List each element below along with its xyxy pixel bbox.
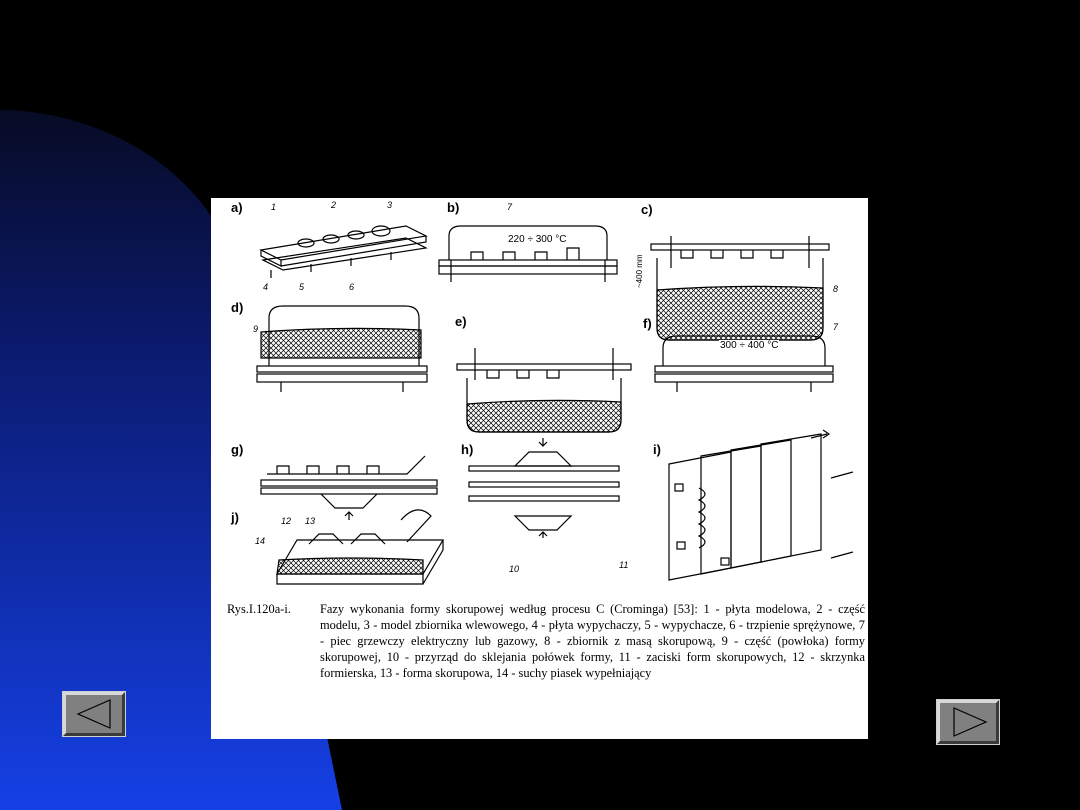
dimension-c: ~400 mm: [635, 254, 644, 288]
callout-12: 12: [281, 516, 292, 526]
callout-4: 4: [263, 282, 269, 292]
process-drawings: [211, 198, 868, 598]
panel-a-drawing: [261, 226, 426, 278]
panel-j-drawing: [277, 510, 443, 584]
callout-14: 14: [255, 536, 266, 546]
panel-d-drawing: [257, 306, 427, 392]
callout-7-b: 7: [507, 202, 513, 212]
callout-2: 2: [331, 200, 337, 210]
panel-label-i: i): [653, 442, 661, 457]
panel-h-drawing: [469, 438, 619, 538]
triangle-left-icon: [66, 695, 122, 733]
callout-13: 13: [305, 516, 316, 526]
callout-3: 3: [387, 200, 393, 210]
callout-1: 1: [271, 202, 277, 212]
panel-c-drawing: [651, 236, 829, 340]
panel-label-g: g): [231, 442, 244, 457]
callout-7-f: 7: [833, 322, 839, 332]
panel-label-c: c): [641, 202, 653, 217]
panel-label-a: a): [231, 200, 243, 215]
callout-5: 5: [299, 282, 305, 292]
callout-9: 9: [253, 324, 259, 334]
callout-6: 6: [349, 282, 355, 292]
temperature-f: 300 ÷ 400 °C: [720, 340, 779, 351]
panel-label-e: e): [455, 314, 467, 329]
caption-description: Fazy wykonania formy skorupowej według procesu C (Crominga) [53]: 1 - płyta modelowa, 2 - część modelu, 3 - model zbiornika wlewowego, 4 - płyta wypychaczy, 5 - wypychacze, 6 - trzpienie sprężynowe, 7 - piec grzewczy elektryczny lub gazowy, 8 - zbiornik z masą skorupową, 9 - część (powłoka) formy skorupowej, 10 - przyrząd do sklejania połówek formy, 11 - zaciski form skorupowych, 12 - skrzynka formierska, 13 - forma skorupowa, 14 - suchy piasek wypełniający: [320, 602, 865, 680]
next-slide-button[interactable]: [937, 700, 999, 744]
previous-slide-button[interactable]: [63, 692, 125, 736]
panel-label-d: d): [231, 300, 244, 315]
panel-label-h: h): [461, 442, 474, 457]
caption-figure-id: Rys.I.120a-i.: [227, 602, 291, 616]
triangle-right-icon: [940, 703, 996, 741]
panel-g-drawing: [261, 456, 437, 520]
panel-e-drawing: [457, 348, 631, 432]
callout-10: 10: [509, 564, 520, 574]
temperature-b: 220 ÷ 300 °C: [508, 234, 567, 245]
panel-label-j: j): [231, 510, 239, 525]
panel-label-f: f): [643, 316, 652, 331]
callout-11: 11: [619, 560, 629, 570]
panel-label-b: b): [447, 200, 460, 215]
callout-8: 8: [833, 284, 839, 294]
process-figure: [211, 198, 868, 739]
panel-i-drawing: [669, 430, 853, 580]
